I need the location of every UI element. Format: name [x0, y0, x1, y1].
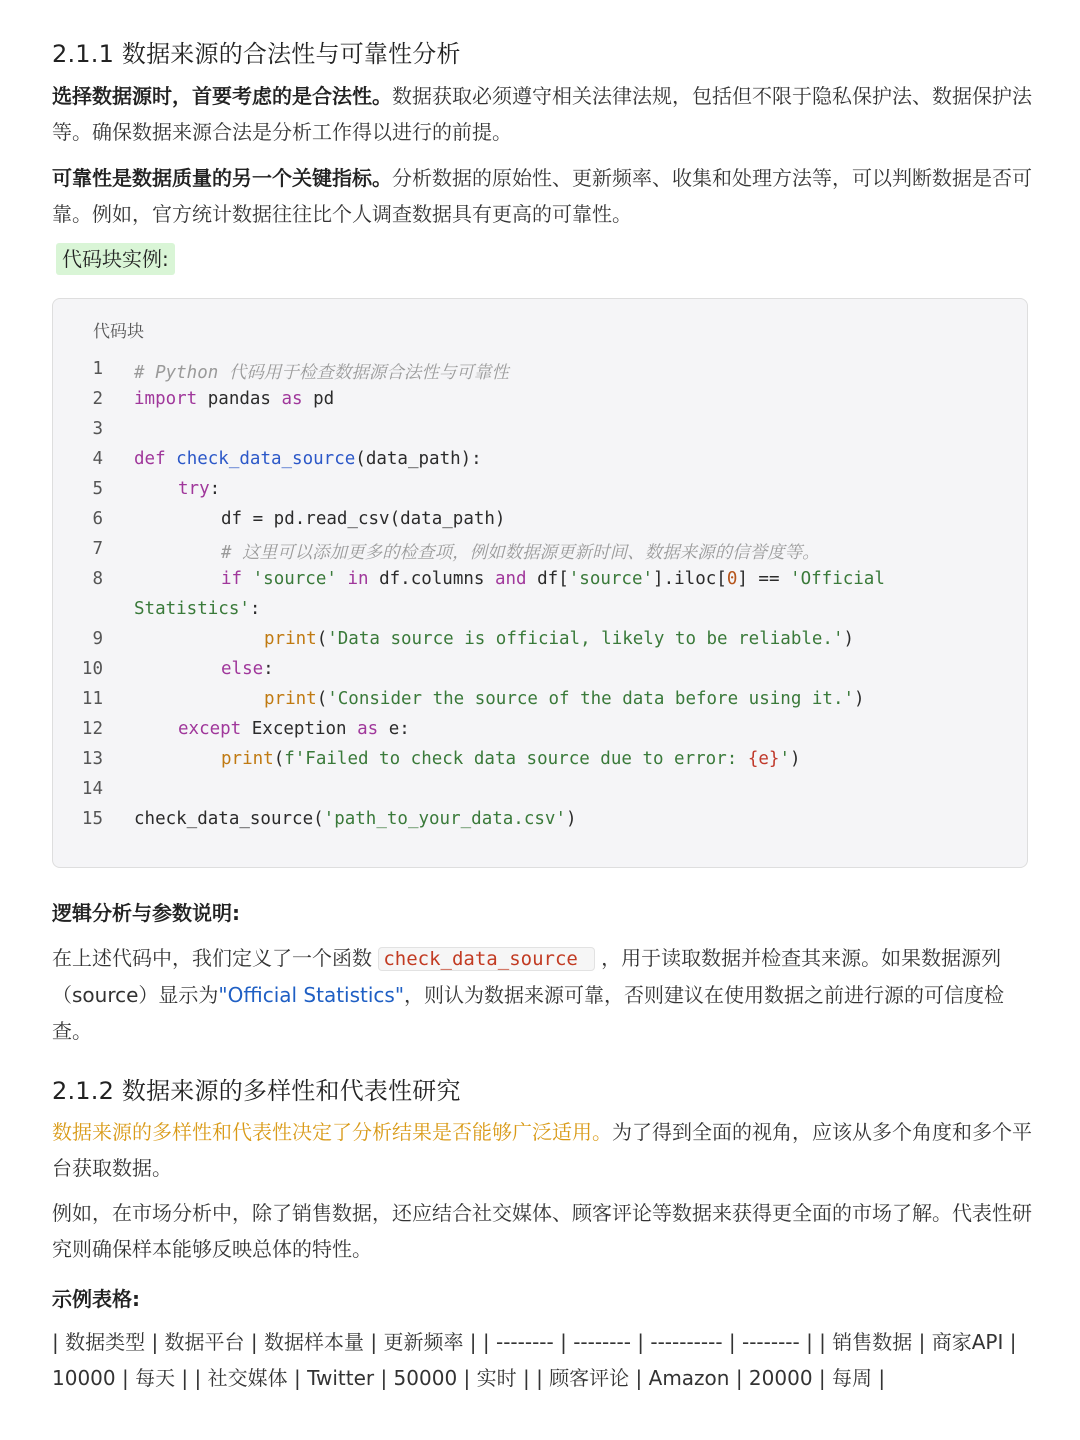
highlighted-lead-diversity: 数据来源的多样性和代表性决定了分析结果是否能够广泛适用。 — [52, 1120, 612, 1144]
highlighted-value: "Official Statistics" — [218, 983, 405, 1007]
code-string: 'Official — [790, 569, 885, 589]
code-string: 'path_to_your_data.csv' — [323, 809, 566, 829]
code-text: pd — [302, 389, 335, 409]
code-text: e: — [378, 719, 410, 739]
code-comment: # Python 代码用于检查数据源合法性与可靠性 — [134, 363, 509, 383]
line-number: 15 — [81, 809, 103, 829]
inline-code-function-name: check_data_source — [378, 947, 594, 971]
line-number: 11 — [81, 689, 103, 709]
line-number: 3 — [92, 419, 103, 439]
paragraph-legality-text: 数据获取必须遵守相关法律法规，包括但不限于隐私保护法、数据保护法等。确保数据来源合法是分析工作得以进行的前提。 — [52, 84, 1032, 144]
table-subheading: 示例表格: — [52, 1287, 140, 1311]
section-heading-2-1-1: 2.1.1 数据来源的合法性与可靠性分析 — [52, 40, 461, 68]
code-line-6 — [221, 509, 505, 529]
code-block-label: 代码块 — [93, 322, 144, 342]
code-string: 'Data source is official, likely to be reliable.' — [327, 629, 844, 649]
code-text: Exception — [241, 719, 358, 739]
code-string: 'source' — [568, 569, 654, 589]
code-line-8-wrap — [134, 599, 260, 619]
line-number: 12 — [81, 719, 103, 739]
bold-lead-legality: 选择数据源时，首要考虑的是合法性。 — [52, 84, 392, 108]
code-function-name: check_data_source — [176, 449, 356, 469]
line-number: 10 — [81, 659, 103, 679]
code-keyword: in — [347, 569, 369, 589]
line-number: 8 — [92, 569, 103, 589]
code-block — [52, 298, 1028, 868]
code-keyword: else — [221, 659, 264, 679]
line-number: 7 — [92, 539, 103, 559]
code-line-9: print('Data source is official, likely to be reliable.') — [264, 629, 855, 649]
code-text: ] == — [737, 569, 791, 589]
code-builtin: print — [264, 629, 317, 649]
code-line-11: print('Consider the source of the data before using it.') — [264, 689, 865, 709]
code-line-12 — [178, 719, 410, 739]
raw-markdown-table: | 数据类型 | 数据平台 | 数据样本量 | 更新频率 | | -------- | -------- | ---------- | -------- | | 销售数据 | 商家API | 10000 | 每天 | | 社交媒体 | Twitter | 50000 | 实时 | | 顾客评论 | Amazon | 20000 | 每周 | — [52, 1330, 1017, 1390]
line-number: 5 — [92, 479, 103, 499]
code-interpolation: {e} — [747, 749, 780, 769]
paragraph-logic-text-a: 在上述代码中，我们定义了一个函数 — [52, 946, 379, 970]
code-text: : — [263, 659, 274, 679]
code-text: df.columns — [368, 569, 495, 589]
code-string: f'Failed to check data source due to error: — [284, 749, 748, 769]
line-number: 14 — [81, 779, 103, 799]
code-keyword: try — [178, 479, 210, 499]
code-line-7 — [221, 539, 820, 564]
code-keyword: as — [281, 389, 303, 409]
code-text: df = pd.read_csv(data_path) — [221, 509, 506, 529]
code-example-tag: 代码块实例: — [56, 243, 175, 275]
paragraph-legality — [52, 78, 1032, 150]
code-text: df[ — [526, 569, 569, 589]
code-text: : — [209, 479, 221, 499]
code-text: check_data_source( — [134, 809, 324, 829]
line-number: 4 — [92, 449, 103, 469]
code-keyword: if — [221, 569, 243, 589]
code-line-10 — [221, 659, 274, 679]
bold-lead-reliability: 可靠性是数据质量的另一个关键指标。 — [52, 166, 392, 190]
code-builtin: print — [264, 689, 317, 709]
code-line-5 — [178, 479, 220, 499]
code-line-8 — [221, 569, 885, 589]
code-line-2 — [134, 389, 334, 409]
paragraph-logic-text-c: ，则认为数据来源可靠，否则建议在使用数据之前进行源的可信度检查。 — [52, 983, 1005, 1043]
code-line-1 — [134, 359, 509, 384]
code-line-13: print(f'Failed to check data source due to error: {e}') — [221, 749, 801, 769]
code-string: 'source' — [252, 569, 337, 589]
paragraph-reliability-text: 分析数据的原始性、更新频率、收集和处理方法等，可以判断数据是否可靠。例如，官方统计数据往往比个人调查数据具有更高的可靠性。 — [52, 166, 1032, 226]
code-text: ].iloc[ — [653, 569, 727, 589]
line-number: 9 — [92, 629, 103, 649]
code-string: Statistics' — [134, 599, 250, 619]
code-text: pandas — [197, 389, 282, 409]
paragraph-reliability — [52, 160, 1032, 232]
code-string: ' — [779, 749, 790, 769]
logic-subheading: 逻辑分析与参数说明: — [52, 901, 240, 925]
code-string: 'Consider the source of the data before using it.' — [327, 689, 855, 709]
paragraph-diversity — [52, 1114, 1032, 1186]
paragraph-diversity-text: 为了得到全面的视角，应该从多个角度和多个平台获取数据。 — [52, 1120, 1032, 1180]
section-heading-2-1-2: 2.1.2 数据来源的多样性和代表性研究 — [52, 1077, 461, 1105]
code-keyword: as — [357, 719, 379, 739]
code-keyword: except — [178, 719, 242, 739]
line-number: 1 — [92, 359, 103, 379]
line-number: 13 — [81, 749, 103, 769]
paragraph-logic — [52, 940, 1032, 1049]
paragraph-example: 例如，在市场分析中，除了销售数据，还应结合社交媒体、顾客评论等数据来获得更全面的市场了解。代表性研究则确保样本能够反映总体的特性。 — [52, 1201, 1032, 1261]
code-line-4 — [134, 449, 482, 469]
code-builtin: print — [221, 749, 274, 769]
code-keyword: def — [134, 449, 166, 469]
line-number: 6 — [92, 509, 103, 529]
paragraph-logic-text-b: ，用于读取数据并检查其来源。如果数据源列（source）显示为 — [52, 946, 1002, 1007]
code-text: ) — [565, 809, 577, 829]
line-number: 2 — [92, 389, 103, 409]
code-keyword: and — [494, 569, 527, 589]
code-line-15 — [134, 809, 577, 829]
code-text: (data_path): — [355, 449, 482, 469]
code-number: 0 — [726, 569, 738, 589]
code-keyword: import — [134, 389, 198, 409]
code-comment: # 这里可以添加更多的检查项，例如数据源更新时间、数据来源的信誉度等。 — [221, 543, 820, 563]
code-text: : — [249, 599, 261, 619]
